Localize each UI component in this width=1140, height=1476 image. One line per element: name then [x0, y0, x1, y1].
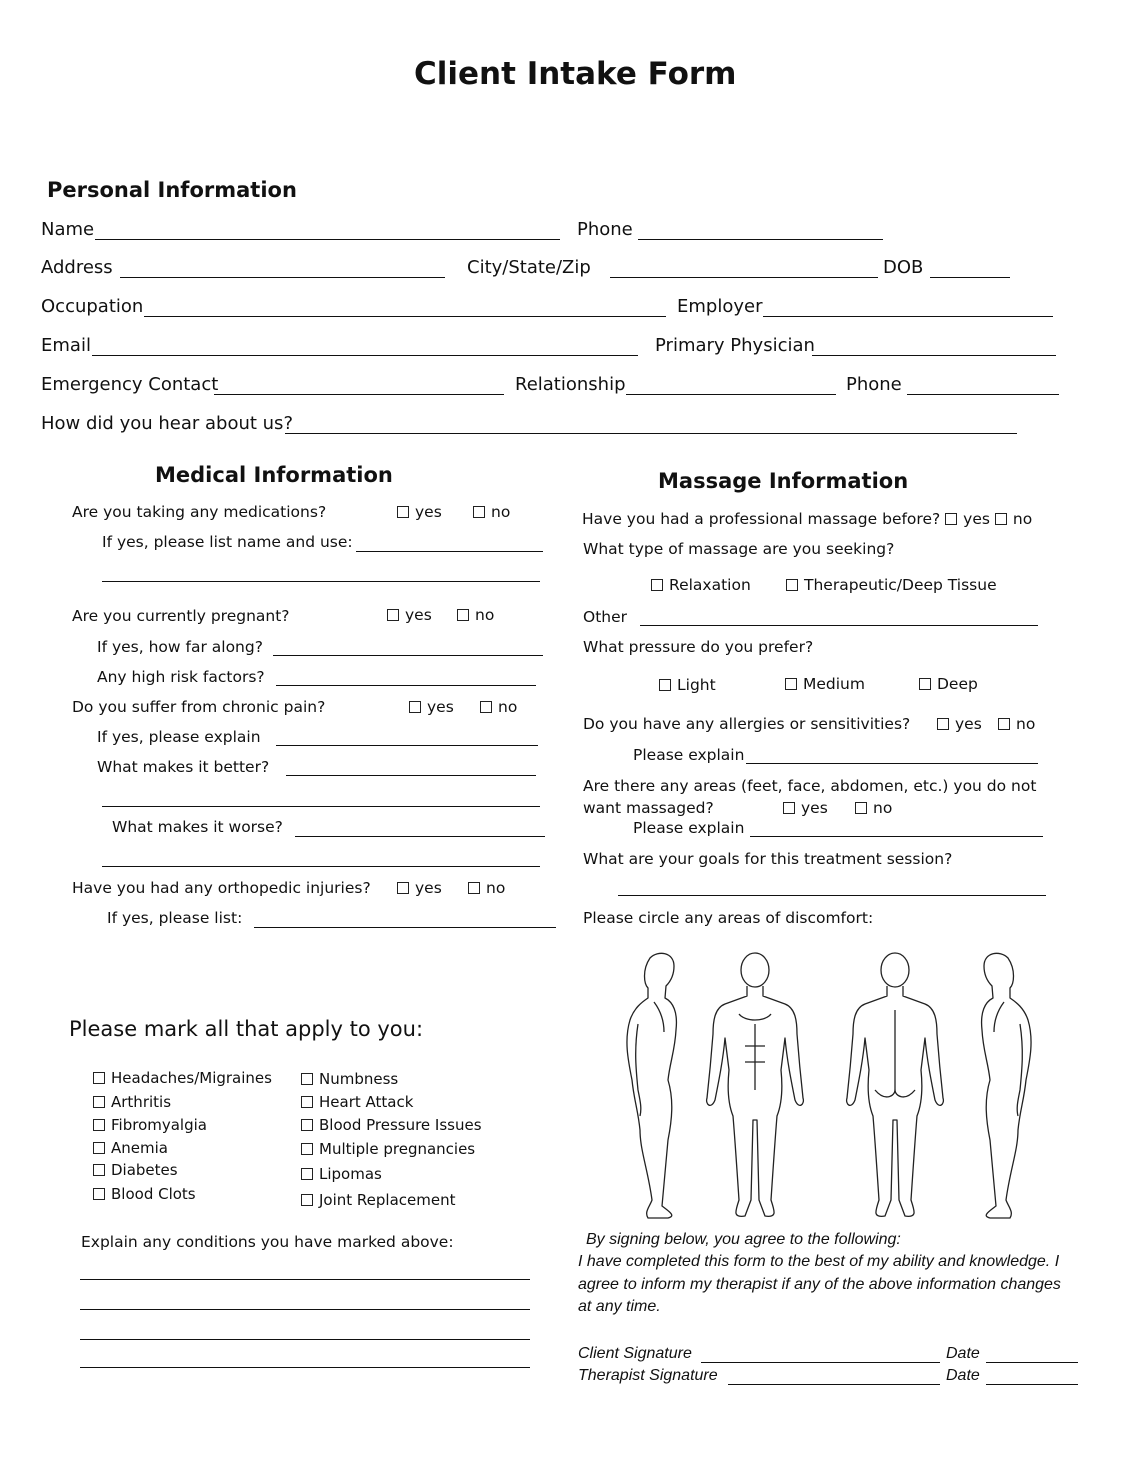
pain-yes[interactable]: [409, 698, 454, 716]
ortho-list-label: If yes, please list:: [107, 909, 243, 927]
checkbox[interactable]: [93, 1188, 105, 1200]
better-label: What makes it better?: [97, 758, 270, 776]
medium-option[interactable]: [785, 675, 865, 693]
checkbox[interactable]: [919, 678, 931, 690]
areas-yes[interactable]: [783, 799, 828, 817]
yes-label: yes: [801, 799, 828, 817]
condition-label: Fibromyalgia: [111, 1116, 207, 1134]
employer-field[interactable]: [763, 316, 1053, 317]
checkbox[interactable]: [480, 701, 492, 713]
checkbox[interactable]: [786, 579, 798, 591]
therapist-date-label: Date: [946, 1367, 980, 1384]
condition-label: Blood Clots: [111, 1185, 196, 1203]
therapist-signature-label: Therapist Signature: [578, 1367, 718, 1384]
goals-field[interactable]: [618, 895, 1046, 896]
better-field[interactable]: [286, 775, 536, 776]
checkbox[interactable]: [998, 718, 1010, 730]
medications-no[interactable]: [473, 503, 510, 521]
medications-question: Are you taking any medications?: [72, 503, 327, 521]
hear-label: How did you hear about us?: [41, 413, 293, 434]
employer-label: Employer: [677, 296, 763, 317]
occupation-field[interactable]: [144, 316, 666, 317]
condition-blood-clots[interactable]: [93, 1185, 196, 1203]
condition-blood-pressure[interactable]: [301, 1116, 482, 1134]
yes-label: yes: [427, 698, 454, 716]
therapist-signature-field[interactable]: [728, 1384, 940, 1385]
conditions-heading: Please mark all that apply to you:: [69, 1017, 424, 1041]
page-title: Client Intake Form: [414, 56, 737, 92]
relaxation-label: Relaxation: [669, 576, 751, 594]
med-list-field[interactable]: [356, 551, 543, 552]
address-label: Address: [41, 257, 113, 278]
condition-joint-replacement[interactable]: [301, 1191, 456, 1209]
phone-label: Phone: [577, 219, 633, 240]
checkbox[interactable]: [93, 1142, 105, 1154]
personal-info-heading: Personal Information: [47, 178, 297, 202]
condition-label: Heart Attack: [319, 1093, 414, 1111]
checkbox[interactable]: [93, 1072, 105, 1084]
email-label: Email: [41, 335, 91, 356]
allergies-no[interactable]: [998, 715, 1035, 733]
pregnant-question: Are you currently pregnant?: [72, 607, 290, 625]
checkbox[interactable]: [659, 679, 671, 691]
therapist-date-field[interactable]: [986, 1384, 1078, 1385]
condition-label: Headaches/Migraines: [111, 1069, 272, 1087]
consent-line-4: at any time.: [578, 1298, 661, 1315]
name-field[interactable]: [95, 239, 560, 240]
ortho-question: Have you had any orthopedic injuries?: [72, 879, 371, 897]
explain-field-1[interactable]: [80, 1279, 530, 1280]
city-field[interactable]: [610, 277, 878, 278]
no-label: no: [1012, 510, 1033, 528]
light-option[interactable]: [659, 676, 716, 694]
condition-anemia[interactable]: [93, 1139, 168, 1157]
ortho-no[interactable]: [468, 879, 505, 897]
pregnant-yes[interactable]: [387, 606, 432, 624]
checkbox[interactable]: [301, 1194, 313, 1206]
condition-headaches[interactable]: [93, 1069, 272, 1087]
checkbox[interactable]: [93, 1119, 105, 1131]
checkbox[interactable]: [397, 882, 409, 894]
goals-question: What are your goals for this treatment session?: [583, 850, 953, 868]
pain-question: Do you suffer from chronic pain?: [72, 698, 326, 716]
condition-arthritis[interactable]: [93, 1093, 171, 1111]
explain-field-3[interactable]: [80, 1339, 530, 1340]
ortho-list-field[interactable]: [254, 927, 556, 928]
condition-numbness[interactable]: [301, 1070, 398, 1088]
how-far-label: If yes, how far along?: [97, 638, 263, 656]
better-field-2[interactable]: [102, 806, 540, 807]
massage-before-no[interactable]: [995, 510, 1032, 528]
email-field[interactable]: [92, 355, 638, 356]
checkbox[interactable]: [387, 609, 399, 621]
client-date-field[interactable]: [986, 1362, 1078, 1363]
body-side-right-figure[interactable]: [960, 950, 1040, 1225]
allergies-yes[interactable]: [937, 715, 982, 733]
checkbox[interactable]: [301, 1073, 313, 1085]
checkbox[interactable]: [995, 513, 1007, 525]
no-label: no: [498, 698, 518, 716]
condition-label: Joint Replacement: [319, 1191, 456, 1209]
pregnant-no[interactable]: [457, 606, 494, 624]
physician-field[interactable]: [812, 355, 1056, 356]
pressure-question: What pressure do you prefer?: [583, 638, 814, 656]
condition-fibromyalgia[interactable]: [93, 1116, 207, 1134]
dob-label: DOB: [883, 257, 924, 278]
explain-field-4[interactable]: [80, 1367, 530, 1368]
condition-heart-attack[interactable]: [301, 1093, 413, 1111]
yes-label: yes: [963, 510, 990, 528]
pain-explain-field[interactable]: [276, 745, 538, 746]
condition-lipomas[interactable]: [301, 1165, 382, 1183]
worse-label: What makes it worse?: [112, 818, 283, 836]
no-label: no: [1016, 715, 1036, 733]
checkbox[interactable]: [468, 882, 480, 894]
condition-label: Lipomas: [319, 1165, 382, 1183]
consent-line-1: By signing below, you agree to the following:: [586, 1231, 901, 1248]
deep-label: Deep: [937, 675, 978, 693]
med-list-label: If yes, please list name and use:: [102, 533, 353, 551]
checkbox[interactable]: [93, 1164, 105, 1176]
yes-label: yes: [415, 879, 442, 897]
medical-info-heading: Medical Information: [155, 463, 393, 487]
yes-label: yes: [955, 715, 982, 733]
checkbox[interactable]: [945, 513, 957, 525]
condition-label: Arthritis: [111, 1093, 172, 1111]
worse-field-2[interactable]: [102, 866, 540, 867]
areas-question-line1: Are there any areas (feet, face, abdomen, etc.) you do not: [583, 777, 1037, 795]
body-side-left-figure[interactable]: [618, 950, 698, 1225]
massage-before-yes[interactable]: [945, 510, 990, 528]
therapeutic-option[interactable]: [786, 576, 997, 594]
occupation-label: Occupation: [41, 296, 144, 317]
risk-label: Any high risk factors?: [97, 668, 265, 686]
no-label: no: [486, 879, 506, 897]
checkbox[interactable]: [301, 1119, 313, 1131]
client-signature-field[interactable]: [701, 1362, 940, 1363]
address-field[interactable]: [120, 277, 445, 278]
med-list-field-2[interactable]: [102, 581, 540, 582]
condition-label: Diabetes: [111, 1161, 178, 1179]
allergies-explain-field[interactable]: [746, 763, 1038, 764]
body-front-figure[interactable]: [705, 950, 805, 1225]
medications-yes[interactable]: [397, 503, 442, 521]
checkbox[interactable]: [397, 506, 409, 518]
areas-question-line2: want massaged?: [583, 799, 714, 817]
areas-explain-field[interactable]: [750, 836, 1043, 837]
checkbox[interactable]: [783, 802, 795, 814]
areas-explain-label: Please explain: [633, 819, 745, 837]
relaxation-option[interactable]: [651, 576, 751, 594]
checkbox[interactable]: [301, 1143, 313, 1155]
light-label: Light: [677, 676, 716, 694]
pain-explain-label: If yes, please explain: [97, 728, 261, 746]
other-label: Other: [583, 608, 628, 626]
condition-label: Multiple pregnancies: [319, 1140, 476, 1158]
explain-conditions-label: Explain any conditions you have marked above:: [81, 1233, 454, 1251]
no-label: no: [491, 503, 511, 521]
dob-field[interactable]: [930, 277, 1010, 278]
worse-field[interactable]: [295, 836, 545, 837]
body-back-figure[interactable]: [845, 950, 945, 1225]
allergies-explain-label: Please explain: [633, 746, 745, 764]
relationship-field[interactable]: [626, 394, 836, 395]
other-field[interactable]: [640, 625, 1038, 626]
deep-option[interactable]: [919, 675, 978, 693]
massage-info-heading: Massage Information: [658, 469, 909, 493]
discomfort-label: Please circle any areas of discomfort:: [583, 909, 874, 927]
city-label: City/State/Zip: [467, 257, 591, 278]
yes-label: yes: [415, 503, 442, 521]
explain-field-2[interactable]: [80, 1309, 530, 1310]
checkbox[interactable]: [409, 701, 421, 713]
checkbox[interactable]: [473, 506, 485, 518]
no-label: no: [475, 606, 495, 624]
no-label: no: [873, 799, 893, 817]
checkbox[interactable]: [301, 1096, 313, 1108]
medium-label: Medium: [803, 675, 865, 693]
phone-field[interactable]: [638, 239, 883, 240]
checkbox[interactable]: [937, 718, 949, 730]
yes-label: yes: [405, 606, 432, 624]
emergency-phone-label: Phone: [846, 374, 902, 395]
checkbox[interactable]: [457, 609, 469, 621]
emergency-contact-label: Emergency Contact: [41, 374, 219, 395]
massage-before-question: [582, 510, 1032, 528]
condition-label: Anemia: [111, 1139, 168, 1157]
massage-before-text: Have you had a professional massage before?: [582, 510, 941, 528]
hear-field[interactable]: [285, 433, 1017, 434]
client-signature-label: Client Signature: [578, 1345, 692, 1362]
emergency-phone-field[interactable]: [907, 394, 1059, 395]
how-far-field[interactable]: [273, 655, 543, 656]
ortho-yes[interactable]: [397, 879, 442, 897]
consent-line-3: agree to inform my therapist if any of the above information changes: [578, 1276, 1061, 1293]
relationship-label: Relationship: [515, 374, 626, 395]
massage-type-question: What type of massage are you seeking?: [583, 540, 895, 558]
condition-pregnancies[interactable]: [301, 1140, 475, 1158]
therapeutic-label: Therapeutic/Deep Tissue: [804, 576, 997, 594]
name-label: Name: [41, 219, 95, 240]
checkbox[interactable]: [651, 579, 663, 591]
checkbox[interactable]: [855, 802, 867, 814]
condition-label: Numbness: [319, 1070, 399, 1088]
emergency-contact-field[interactable]: [214, 394, 504, 395]
client-date-label: Date: [946, 1345, 980, 1362]
allergies-question: Do you have any allergies or sensitivities?: [583, 715, 911, 733]
checkbox[interactable]: [301, 1168, 313, 1180]
consent-line-2: I have completed this form to the best of my ability and knowledge. I: [578, 1253, 1060, 1270]
checkbox[interactable]: [93, 1096, 105, 1108]
areas-no[interactable]: [855, 799, 892, 817]
pain-no[interactable]: [480, 698, 517, 716]
risk-field[interactable]: [276, 685, 536, 686]
checkbox[interactable]: [785, 678, 797, 690]
condition-label: Blood Pressure Issues: [319, 1116, 482, 1134]
condition-diabetes[interactable]: [93, 1161, 178, 1179]
physician-label: Primary Physician: [655, 335, 815, 356]
